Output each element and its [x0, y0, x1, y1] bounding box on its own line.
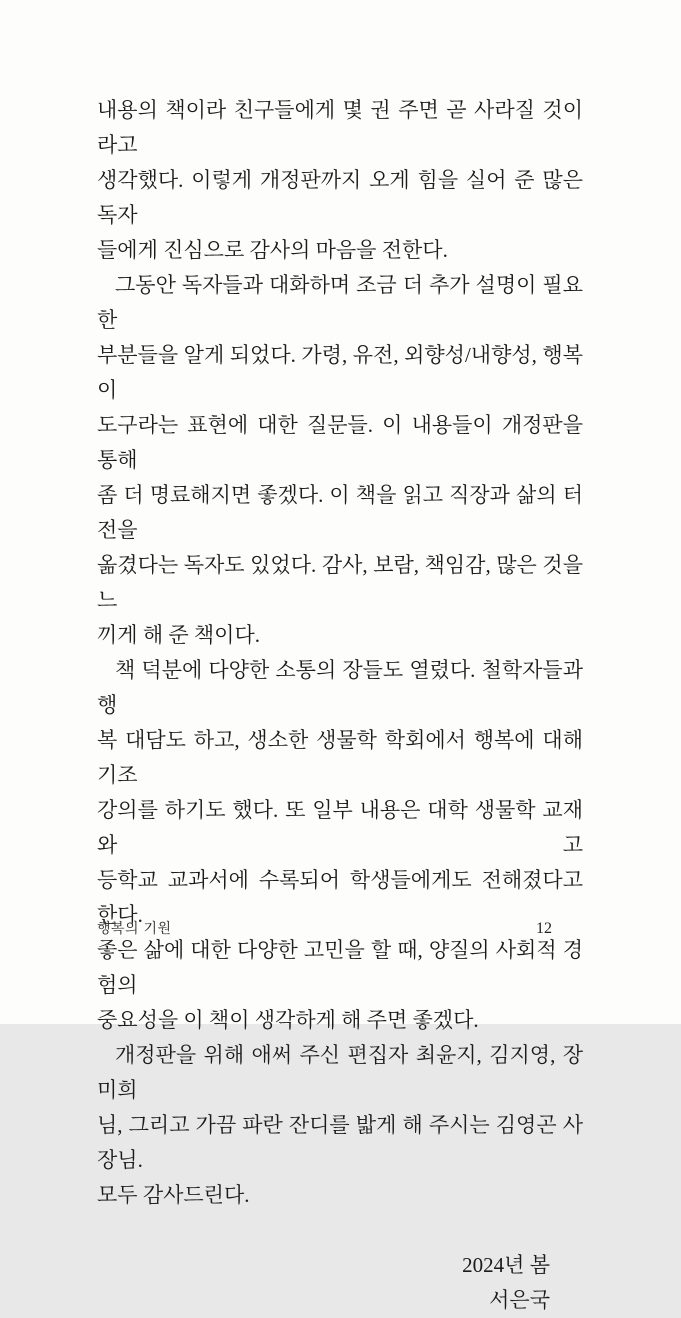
- signature-spacer: [97, 1213, 583, 1248]
- text-line: 내용의 책이라 친구들에게 몇 권 주면 곧 사라질 것이라고: [97, 98, 583, 157]
- text-line: 끼게 해 준 책이다.: [97, 623, 261, 647]
- signature-author: 서은국: [489, 1288, 550, 1312]
- text-line: 도구라는 표현에 대한 질문들. 이 내용들이 개정판을 통해: [97, 413, 583, 472]
- paragraph: [97, 1038, 583, 1213]
- text-line: 그동안 독자들과 대화하며 조금 더 추가 설명이 필요한: [97, 273, 583, 332]
- paragraph: [97, 93, 583, 268]
- text-line: 생각했다. 이렇게 개정판까지 오게 힘을 실어 준 많은 독자: [97, 168, 583, 227]
- text-line: 부분들을 알게 되었다. 가령, 유전, 외향성/내향성, 행복이: [97, 343, 583, 402]
- page-footer: [97, 918, 583, 938]
- text-line: 님, 그리고 가끔 파란 잔디를 밟게 해 주시는 김영곤 사장님.: [97, 1113, 583, 1172]
- text-line: 등학교 교과서에 수록되어 학생들에게도 전해졌다고 한다.: [97, 868, 583, 927]
- footer-page-number: 12: [536, 920, 552, 937]
- text-line: 강의를 하기도 했다. 또 일부 내용은 대학 생물학 교재와 고: [97, 798, 583, 857]
- text-line: 책 덕분에 다양한 소통의 장들도 열렸다. 철학자들과 행: [97, 658, 583, 717]
- text-line: 모두 감사드린다.: [97, 1183, 250, 1207]
- text-line: 들에게 진심으로 감사의 마음을 전한다.: [97, 238, 448, 262]
- text-line: 옮겼다는 독자도 있었다. 감사, 보람, 책임감, 많은 것을 느: [97, 553, 583, 612]
- text-line: 좋은 삶에 대한 다양한 고민을 할 때, 양질의 사회적 경험의: [97, 938, 583, 997]
- text-line: 개정판을 위해 애써 주신 편집자 최윤지, 김지영, 장미희: [97, 1043, 583, 1102]
- body-text: [97, 93, 583, 1318]
- text-line: 복 대담도 하고, 생소한 생물학 학회에서 행복에 대해 기조: [97, 728, 583, 787]
- paragraphs-container: [97, 93, 583, 1213]
- signature-date: 2024년 봄: [462, 1253, 550, 1277]
- footer-book-title: 행복의 기원: [97, 920, 172, 936]
- paragraph: [97, 268, 583, 653]
- paragraph: [97, 653, 583, 1038]
- text-line: 좀 더 명료해지면 좋겠다. 이 책을 읽고 직장과 삶의 터전을: [97, 483, 583, 542]
- text-line: 중요성을 이 책이 생각하게 해 주면 좋겠다.: [97, 1008, 479, 1032]
